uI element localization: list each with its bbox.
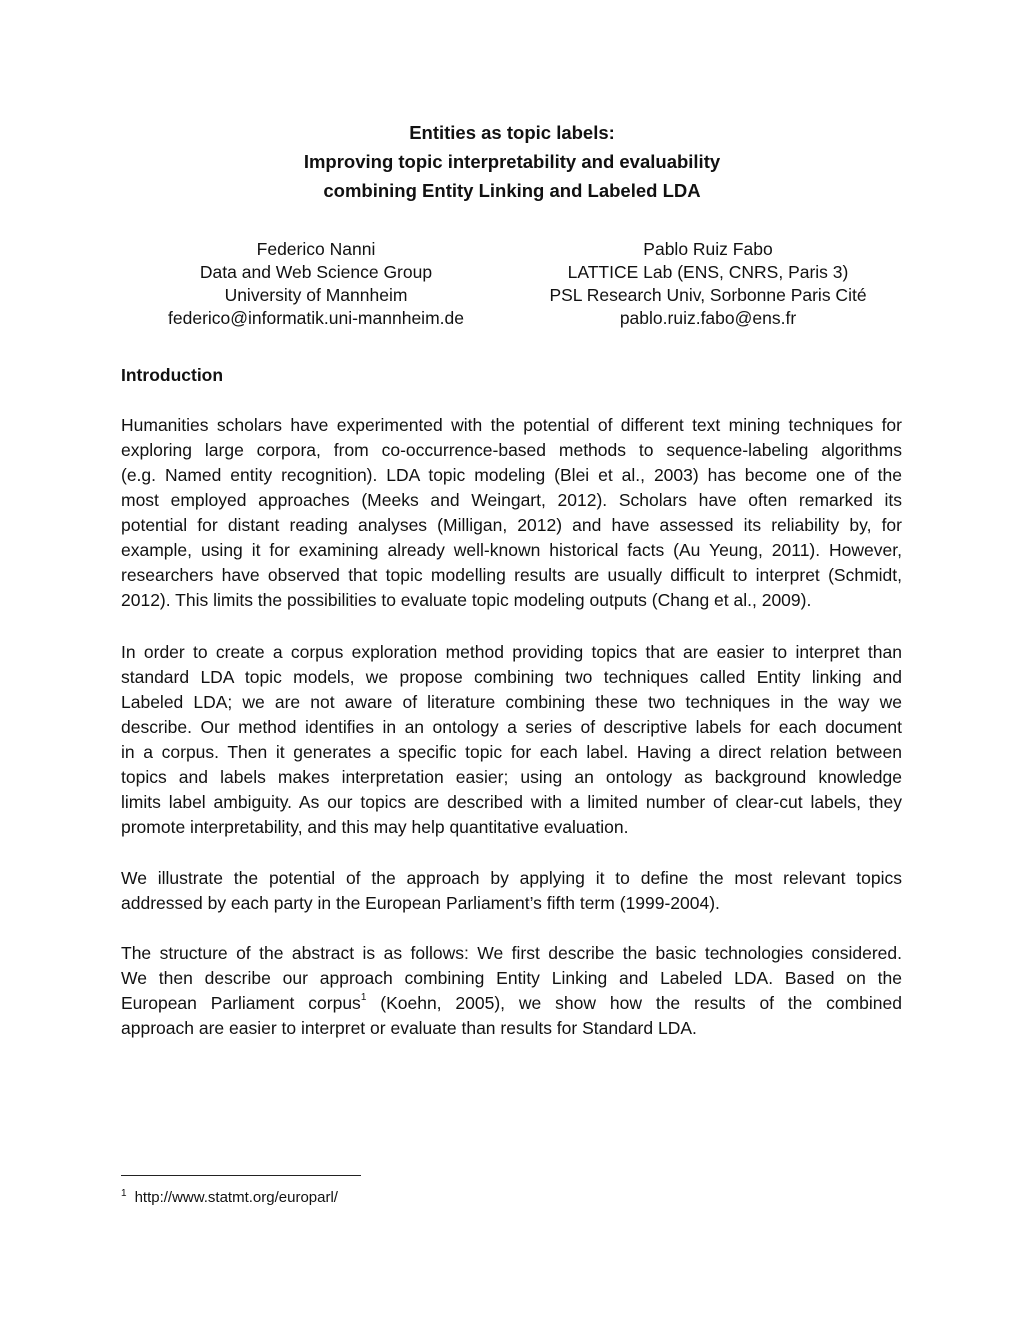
author-block-1 bbox=[116, 238, 516, 330]
paper-title bbox=[0, 118, 1024, 205]
paragraph-2 bbox=[121, 640, 902, 840]
footnote-marker: 1 bbox=[121, 1188, 127, 1199]
title-line-2: Improving topic interpretability and evaluability bbox=[303, 151, 721, 172]
footnote-divider bbox=[121, 1175, 361, 1176]
text-line bbox=[121, 991, 902, 1016]
text-line: (e.g. Named entity recognition). LDA topic modeling (Blei et al., 2003) has become one of the bbox=[121, 465, 902, 485]
text-line: limits label ambiguity. As our topics are described with a limited number of clear-cut labels, they bbox=[121, 792, 902, 812]
footnote-reference: 1 bbox=[360, 992, 367, 1003]
section-heading: Introduction bbox=[121, 365, 224, 385]
text-line: most employed approaches (Meeks and Weingart, 2012). Scholars have often remarked its bbox=[121, 490, 902, 510]
text-segment: European Parliament corpus bbox=[121, 993, 361, 1013]
author-name: Federico Nanni bbox=[256, 239, 376, 259]
author-affiliation: Data and Web Science Group bbox=[199, 262, 433, 282]
title-line-3: combining Entity Linking and Labeled LDA bbox=[323, 180, 701, 201]
text-segment: (Koehn, 2005), we show how the results of the combined bbox=[366, 993, 902, 1013]
author-email: pablo.ruiz.fabo@ens.fr bbox=[619, 308, 797, 328]
paragraph-4 bbox=[121, 941, 902, 1041]
text-line: 2012). This limits the possibilities to evaluate topic modeling outputs (Chang et al., 2009). bbox=[121, 590, 812, 610]
text-line: potential for distant reading analyses (Milligan, 2012) and have assessed its reliability by, for bbox=[121, 515, 902, 535]
text-line: We illustrate the potential of the approach by applying it to define the most relevant topics bbox=[121, 868, 902, 888]
author-name: Pablo Ruiz Fabo bbox=[643, 239, 773, 259]
text-line: We then describe our approach combining Entity Linking and Labeled LDA. Based on the bbox=[121, 968, 902, 988]
text-line: In order to create a corpus exploration method providing topics that are easier to interpret than bbox=[121, 642, 902, 662]
text-line: topics and labels makes interpretation easier; using an ontology as background knowledge bbox=[121, 767, 902, 787]
text-line: promote interpretability, and this may help quantitative evaluation. bbox=[121, 817, 629, 837]
footnote-link[interactable]: http://www.statmt.org/europarl/ bbox=[134, 1189, 338, 1206]
author-affiliation: PSL Research Univ, Sorbonne Paris Cité bbox=[549, 285, 867, 305]
text-line: Humanities scholars have experimented with the potential of different text mining techniques for bbox=[121, 415, 902, 435]
author-email: federico@informatik.uni-mannheim.de bbox=[168, 308, 464, 328]
text-line: approach are easier to interpret or evaluate than results for Standard LDA. bbox=[121, 1018, 697, 1038]
text-line: example, using it for examining already well-known historical facts (Au Yeung, 2011). However, bbox=[121, 540, 902, 560]
text-line: The structure of the abstract is as follows: We first describe the basic technologies considered. bbox=[121, 943, 902, 963]
title-line-1: Entities as topic labels: bbox=[409, 122, 615, 143]
author-block-2 bbox=[508, 238, 908, 330]
text-line: exploring large corpora, from co-occurrence-based methods to sequence-labeling algorithms bbox=[121, 440, 902, 460]
text-line: describe. Our method identifies in an ontology a series of descriptive labels for each document bbox=[121, 717, 902, 737]
author-affiliation: University of Mannheim bbox=[224, 285, 408, 305]
text-line: standard LDA topic models, we propose combining two techniques called Entity linking and bbox=[121, 667, 902, 687]
text-line: researchers have observed that topic modelling results are usually difficult to interpret (Schmidt, bbox=[121, 565, 902, 585]
text-line: in a corpus. Then it generates a specific topic for each label. Having a direct relation between bbox=[121, 742, 902, 762]
footnote bbox=[121, 1187, 338, 1209]
text-line: Labeled LDA; we are not aware of literature combining these two techniques in the way we bbox=[121, 692, 902, 712]
text-line: addressed by each party in the European Parliament’s fifth term (1999-2004). bbox=[121, 893, 720, 913]
paragraph-1 bbox=[121, 413, 902, 613]
paragraph-3 bbox=[121, 866, 902, 916]
author-affiliation: LATTICE Lab (ENS, CNRS, Paris 3) bbox=[567, 262, 849, 282]
